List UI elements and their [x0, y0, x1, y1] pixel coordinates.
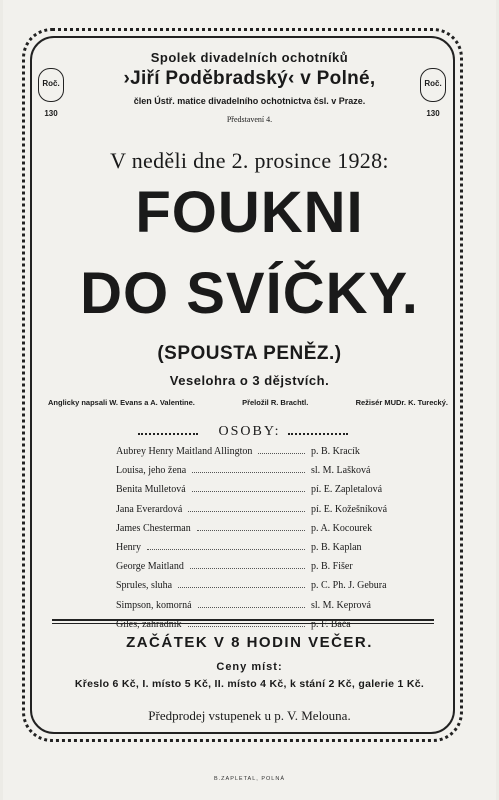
- printer-imprint: B.ZAPLETAL, POLNÁ: [213, 776, 285, 782]
- cast-row: [116, 446, 406, 465]
- leader-dots: [258, 452, 305, 454]
- play-subtitle: (SPOUSTA PENĚZ.): [157, 343, 342, 364]
- prices-heading: Ceny míst:: [216, 661, 283, 673]
- society-membership: člen Ústř. matice divadelního ochotnictva čsl. v Praze.: [133, 96, 366, 106]
- cast-heading: OSOBY:: [218, 424, 281, 439]
- cast-actor: p. C. Ph. J. Gebura: [311, 580, 387, 592]
- start-time: ZAČÁTEK V 8 HODIN VEČER.: [126, 634, 373, 651]
- cast-actor: p. A. Kocourek: [311, 522, 373, 534]
- leader-dots: [147, 548, 305, 550]
- event-date: V neděli dne 2. prosince 1928:: [110, 148, 389, 173]
- leader-dots: [198, 606, 305, 608]
- year-badge-right: Roč. 130: [420, 68, 446, 102]
- cast-role: Louisa, jeho žena: [116, 465, 187, 477]
- play-genre: Veselohra o 3 dějstvích.: [169, 373, 330, 388]
- year-badge-left: Roč. 130: [38, 68, 64, 102]
- cast-actor: p. F. Báča: [311, 618, 351, 630]
- heading-rule-right: [288, 433, 348, 435]
- cast-role: James Chesterman: [116, 522, 191, 534]
- performance-number: Představení 4.: [226, 115, 273, 124]
- cast-actor: sl. M. Lašková: [311, 465, 371, 477]
- cast-role: Giles, zahradník: [116, 618, 182, 630]
- leader-dots: [188, 625, 305, 627]
- prices-list: Křeslo 6 Kč, I. místo 5 Kč, II. místo 4 Kč, k stání 2 Kč, galerie 1 Kč.: [74, 678, 425, 690]
- cast-role: George Maitland: [116, 561, 184, 573]
- cast-row: [116, 465, 406, 484]
- leader-dots: [190, 567, 305, 569]
- society-label: Spolek divadelních ochotníků: [150, 50, 349, 65]
- cast-actor: pí. E. Zapletalová: [311, 484, 383, 496]
- cast-actor: p. B. Fišer: [311, 561, 353, 573]
- cast-row: [116, 504, 406, 523]
- play-title-line2: DO SVÍČKY.: [80, 261, 419, 326]
- cast-role: Sprules, sluha: [116, 580, 173, 592]
- cast-row: [116, 580, 406, 599]
- cast-actor: sl. M. Keprová: [311, 599, 371, 611]
- credits-line: [48, 398, 448, 407]
- cast-row: [116, 600, 406, 619]
- cast-role: Benita Mulletová: [116, 484, 186, 496]
- divider-thick: [52, 619, 434, 621]
- presale-note: Předprodej vstupenek u p. V. Melouna.: [148, 708, 351, 723]
- cast-role: Simpson, komorná: [116, 599, 192, 611]
- cast-list: [116, 446, 406, 638]
- cast-row: [116, 542, 406, 561]
- divider-thin: [52, 623, 434, 624]
- play-title-line1: FOUKNI: [135, 180, 364, 245]
- cast-row: [116, 484, 406, 503]
- cast-actor: p. B. Kaplan: [311, 541, 362, 553]
- credit-authors: Anglicky napsali W. Evans a A. Valentine.: [48, 398, 195, 407]
- cast-role: Jana Everardová: [116, 503, 183, 515]
- leader-dots: [192, 490, 305, 492]
- cast-role: Henry: [116, 541, 141, 553]
- society-name: ›Jiří Poděbradský‹ v Polné,: [123, 68, 376, 89]
- credit-translator: Přeložil R. Brachtl.: [242, 398, 309, 407]
- cast-actor: pí. E. Kožešníková: [311, 503, 388, 515]
- cast-row: [116, 561, 406, 580]
- leader-dots: [192, 471, 305, 473]
- leader-dots: [188, 510, 305, 512]
- cast-actor: p. B. Kracík: [311, 446, 360, 457]
- leader-dots: [178, 586, 305, 588]
- credit-director: Režisér MUDr. K. Turecký.: [355, 398, 448, 407]
- leader-dots: [197, 529, 305, 531]
- cast-row: [116, 523, 406, 542]
- cast-role: Aubrey Henry Maitland Allington: [116, 446, 253, 457]
